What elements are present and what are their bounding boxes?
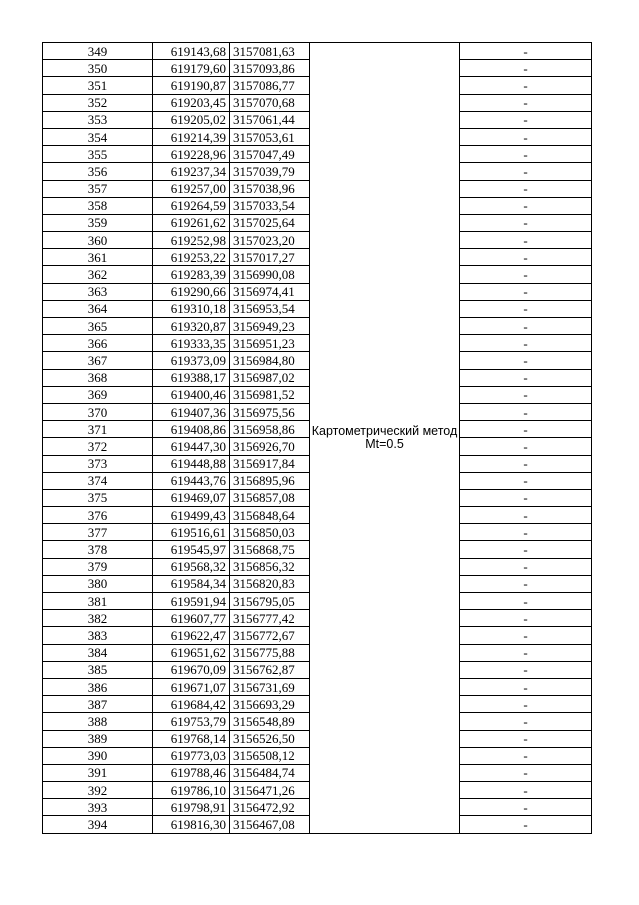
y-coordinate-cell: 3156974,41 [230, 283, 310, 300]
note-cell: - [460, 266, 592, 283]
y-coordinate-cell: 3156975,56 [230, 403, 310, 420]
note-cell: - [460, 678, 592, 695]
y-coordinate-cell: 3157039,79 [230, 163, 310, 180]
point-number-cell: 391 [43, 764, 153, 781]
y-coordinate-cell: 3156926,70 [230, 438, 310, 455]
note-cell: - [460, 60, 592, 77]
y-coordinate-cell: 3156987,02 [230, 369, 310, 386]
x-coordinate-cell: 619773,03 [153, 747, 230, 764]
y-coordinate-cell: 3156775,88 [230, 644, 310, 661]
x-coordinate-cell: 619448,88 [153, 455, 230, 472]
y-coordinate-cell: 3156868,75 [230, 541, 310, 558]
note-cell: - [460, 558, 592, 575]
point-number-cell: 367 [43, 352, 153, 369]
x-coordinate-cell: 619469,07 [153, 489, 230, 506]
x-coordinate-cell: 619257,00 [153, 180, 230, 197]
x-coordinate-cell: 619622,47 [153, 627, 230, 644]
note-cell: - [460, 610, 592, 627]
note-cell: - [460, 713, 592, 730]
table-row [43, 43, 592, 60]
x-coordinate-cell: 619252,98 [153, 232, 230, 249]
point-number-cell: 371 [43, 421, 153, 438]
y-coordinate-cell: 3156777,42 [230, 610, 310, 627]
point-number-cell: 361 [43, 249, 153, 266]
note-cell: - [460, 541, 592, 558]
point-number-cell: 358 [43, 197, 153, 214]
y-coordinate-cell: 3156958,86 [230, 421, 310, 438]
note-cell: - [460, 730, 592, 747]
note-cell: - [460, 128, 592, 145]
note-cell: - [460, 146, 592, 163]
point-number-cell: 381 [43, 593, 153, 610]
note-cell: - [460, 249, 592, 266]
y-coordinate-cell: 3156467,08 [230, 816, 310, 833]
y-coordinate-cell: 3156953,54 [230, 300, 310, 317]
x-coordinate-cell: 619290,66 [153, 283, 230, 300]
y-coordinate-cell: 3157038,96 [230, 180, 310, 197]
point-number-cell: 389 [43, 730, 153, 747]
x-coordinate-cell: 619798,91 [153, 799, 230, 816]
point-number-cell: 351 [43, 77, 153, 94]
note-cell: - [460, 438, 592, 455]
x-coordinate-cell: 619651,62 [153, 644, 230, 661]
note-cell: - [460, 764, 592, 781]
note-cell: - [460, 283, 592, 300]
point-number-cell: 364 [43, 300, 153, 317]
x-coordinate-cell: 619443,76 [153, 472, 230, 489]
point-number-cell: 387 [43, 696, 153, 713]
note-cell: - [460, 455, 592, 472]
y-coordinate-cell: 3156917,84 [230, 455, 310, 472]
y-coordinate-cell: 3157093,86 [230, 60, 310, 77]
point-number-cell: 349 [43, 43, 153, 60]
note-cell: - [460, 507, 592, 524]
x-coordinate-cell: 619205,02 [153, 111, 230, 128]
y-coordinate-cell: 3157081,63 [230, 43, 310, 60]
note-cell: - [460, 627, 592, 644]
point-number-cell: 378 [43, 541, 153, 558]
point-number-cell: 384 [43, 644, 153, 661]
note-cell: - [460, 816, 592, 833]
point-number-cell: 386 [43, 678, 153, 695]
y-coordinate-cell: 3156471,26 [230, 782, 310, 799]
x-coordinate-cell: 619499,43 [153, 507, 230, 524]
y-coordinate-cell: 3157070,68 [230, 94, 310, 111]
point-number-cell: 363 [43, 283, 153, 300]
y-coordinate-cell: 3157033,54 [230, 197, 310, 214]
point-number-cell: 382 [43, 610, 153, 627]
note-cell: - [460, 799, 592, 816]
point-number-cell: 394 [43, 816, 153, 833]
x-coordinate-cell: 619568,32 [153, 558, 230, 575]
note-cell: - [460, 489, 592, 506]
note-cell: - [460, 232, 592, 249]
y-coordinate-cell: 3157053,61 [230, 128, 310, 145]
coordinates-table [42, 42, 592, 834]
point-number-cell: 379 [43, 558, 153, 575]
y-coordinate-cell: 3156772,67 [230, 627, 310, 644]
y-coordinate-cell: 3157023,20 [230, 232, 310, 249]
point-number-cell: 375 [43, 489, 153, 506]
note-cell: - [460, 300, 592, 317]
note-cell: - [460, 43, 592, 60]
y-coordinate-cell: 3157061,44 [230, 111, 310, 128]
note-cell: - [460, 94, 592, 111]
x-coordinate-cell: 619190,87 [153, 77, 230, 94]
point-number-cell: 369 [43, 386, 153, 403]
note-cell: - [460, 782, 592, 799]
y-coordinate-cell: 3156857,08 [230, 489, 310, 506]
x-coordinate-cell: 619228,96 [153, 146, 230, 163]
point-number-cell: 380 [43, 575, 153, 592]
y-coordinate-cell: 3156472,92 [230, 799, 310, 816]
x-coordinate-cell: 619786,10 [153, 782, 230, 799]
point-number-cell: 383 [43, 627, 153, 644]
y-coordinate-cell: 3156731,69 [230, 678, 310, 695]
note-cell: - [460, 369, 592, 386]
point-number-cell: 354 [43, 128, 153, 145]
x-coordinate-cell: 619203,45 [153, 94, 230, 111]
note-cell: - [460, 197, 592, 214]
note-cell: - [460, 318, 592, 335]
x-coordinate-cell: 619253,22 [153, 249, 230, 266]
note-cell: - [460, 661, 592, 678]
y-coordinate-cell: 3156484,74 [230, 764, 310, 781]
x-coordinate-cell: 619400,46 [153, 386, 230, 403]
point-number-cell: 355 [43, 146, 153, 163]
x-coordinate-cell: 619264,59 [153, 197, 230, 214]
x-coordinate-cell: 619591,94 [153, 593, 230, 610]
x-coordinate-cell: 619753,79 [153, 713, 230, 730]
method-cell: Картометрический метод Mt=0.5 [310, 43, 460, 834]
point-number-cell: 372 [43, 438, 153, 455]
point-number-cell: 392 [43, 782, 153, 799]
point-number-cell: 359 [43, 214, 153, 231]
note-cell: - [460, 593, 592, 610]
point-number-cell: 385 [43, 661, 153, 678]
point-number-cell: 373 [43, 455, 153, 472]
note-cell: - [460, 696, 592, 713]
y-coordinate-cell: 3156895,96 [230, 472, 310, 489]
point-number-cell: 350 [43, 60, 153, 77]
y-coordinate-cell: 3156548,89 [230, 713, 310, 730]
x-coordinate-cell: 619516,61 [153, 524, 230, 541]
note-cell: - [460, 575, 592, 592]
x-coordinate-cell: 619214,39 [153, 128, 230, 145]
x-coordinate-cell: 619310,18 [153, 300, 230, 317]
y-coordinate-cell: 3157047,49 [230, 146, 310, 163]
y-coordinate-cell: 3156984,80 [230, 352, 310, 369]
point-number-cell: 390 [43, 747, 153, 764]
x-coordinate-cell: 619607,77 [153, 610, 230, 627]
x-coordinate-cell: 619333,35 [153, 335, 230, 352]
y-coordinate-cell: 3157086,77 [230, 77, 310, 94]
point-number-cell: 353 [43, 111, 153, 128]
y-coordinate-cell: 3156693,29 [230, 696, 310, 713]
point-number-cell: 352 [43, 94, 153, 111]
x-coordinate-cell: 619320,87 [153, 318, 230, 335]
y-coordinate-cell: 3156951,23 [230, 335, 310, 352]
table-body [43, 43, 592, 834]
point-number-cell: 356 [43, 163, 153, 180]
x-coordinate-cell: 619545,97 [153, 541, 230, 558]
point-number-cell: 370 [43, 403, 153, 420]
y-coordinate-cell: 3156848,64 [230, 507, 310, 524]
note-cell: - [460, 472, 592, 489]
point-number-cell: 360 [43, 232, 153, 249]
point-number-cell: 377 [43, 524, 153, 541]
x-coordinate-cell: 619584,34 [153, 575, 230, 592]
x-coordinate-cell: 619788,46 [153, 764, 230, 781]
note-cell: - [460, 644, 592, 661]
y-coordinate-cell: 3156762,87 [230, 661, 310, 678]
y-coordinate-cell: 3157017,27 [230, 249, 310, 266]
point-number-cell: 362 [43, 266, 153, 283]
point-number-cell: 393 [43, 799, 153, 816]
x-coordinate-cell: 619261,62 [153, 214, 230, 231]
x-coordinate-cell: 619388,17 [153, 369, 230, 386]
note-cell: - [460, 386, 592, 403]
note-cell: - [460, 524, 592, 541]
note-cell: - [460, 335, 592, 352]
x-coordinate-cell: 619670,09 [153, 661, 230, 678]
note-cell: - [460, 163, 592, 180]
y-coordinate-cell: 3156990,08 [230, 266, 310, 283]
point-number-cell: 366 [43, 335, 153, 352]
note-cell: - [460, 180, 592, 197]
note-cell: - [460, 403, 592, 420]
y-coordinate-cell: 3157025,64 [230, 214, 310, 231]
point-number-cell: 365 [43, 318, 153, 335]
x-coordinate-cell: 619373,09 [153, 352, 230, 369]
y-coordinate-cell: 3156981,52 [230, 386, 310, 403]
point-number-cell: 376 [43, 507, 153, 524]
x-coordinate-cell: 619447,30 [153, 438, 230, 455]
note-cell: - [460, 111, 592, 128]
x-coordinate-cell: 619283,39 [153, 266, 230, 283]
y-coordinate-cell: 3156820,83 [230, 575, 310, 592]
x-coordinate-cell: 619816,30 [153, 816, 230, 833]
note-cell: - [460, 77, 592, 94]
point-number-cell: 368 [43, 369, 153, 386]
x-coordinate-cell: 619143,68 [153, 43, 230, 60]
x-coordinate-cell: 619179,60 [153, 60, 230, 77]
y-coordinate-cell: 3156508,12 [230, 747, 310, 764]
point-number-cell: 374 [43, 472, 153, 489]
x-coordinate-cell: 619408,86 [153, 421, 230, 438]
note-cell: - [460, 421, 592, 438]
y-coordinate-cell: 3156856,32 [230, 558, 310, 575]
y-coordinate-cell: 3156795,05 [230, 593, 310, 610]
x-coordinate-cell: 619671,07 [153, 678, 230, 695]
note-cell: - [460, 214, 592, 231]
x-coordinate-cell: 619237,34 [153, 163, 230, 180]
x-coordinate-cell: 619684,42 [153, 696, 230, 713]
note-cell: - [460, 352, 592, 369]
point-number-cell: 388 [43, 713, 153, 730]
x-coordinate-cell: 619768,14 [153, 730, 230, 747]
x-coordinate-cell: 619407,36 [153, 403, 230, 420]
y-coordinate-cell: 3156526,50 [230, 730, 310, 747]
y-coordinate-cell: 3156850,03 [230, 524, 310, 541]
note-cell: - [460, 747, 592, 764]
y-coordinate-cell: 3156949,23 [230, 318, 310, 335]
point-number-cell: 357 [43, 180, 153, 197]
